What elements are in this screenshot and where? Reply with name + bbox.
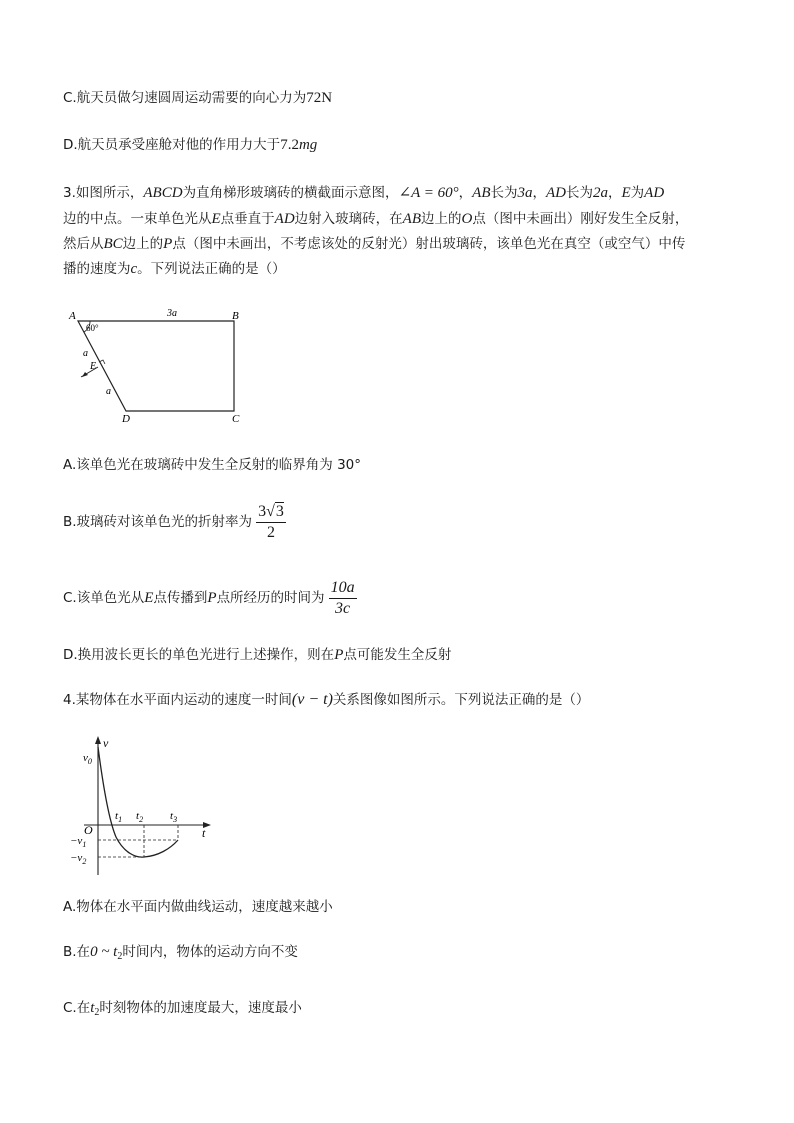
minus-v2-label: $-v_2$ xyxy=(70,852,87,866)
t2-label: $t_2$ xyxy=(136,810,144,824)
q3-option-c xyxy=(63,576,357,620)
q3-stem-line-1 xyxy=(63,183,664,203)
q2-option-d-value: 7.2 xyxy=(280,137,299,153)
q3-option-a xyxy=(63,455,361,475)
q3-text: 播的速度为 xyxy=(63,261,131,277)
q3-text: 点（图中未画出，不考虑该处的反射光）射出玻璃砖，该单色光在真空（或空气）中传 xyxy=(172,236,686,252)
q3-option-a-text: A.该单色光在玻璃砖中发生全反射的临界角为 30° xyxy=(63,457,362,473)
q3-math: ∠A = 60° xyxy=(398,185,459,201)
q2-option-c xyxy=(63,88,332,108)
q4-option-c-prefix: C.在 xyxy=(63,1000,91,1016)
t3-label: $t_3$ xyxy=(170,810,178,824)
q3-option-b-text: B.玻璃砖对该单色光的折射率为 xyxy=(63,514,253,530)
q4-vt-graph xyxy=(66,733,216,881)
ae-length-label: a xyxy=(83,348,88,359)
v-axis-label: v xyxy=(103,736,109,750)
ab-length-label: 3a xyxy=(167,308,177,319)
q3-math: AB xyxy=(402,211,421,227)
q2-option-d xyxy=(63,135,317,155)
q3-option-d-suffix: 点可能发生全反射 xyxy=(343,647,452,663)
ray-arrowhead xyxy=(82,372,88,377)
q3-math: AB xyxy=(472,185,491,201)
q3-text: ， xyxy=(607,185,622,201)
q3-math: c xyxy=(130,261,138,277)
q3-math: AD xyxy=(545,185,566,201)
point-e-label: E xyxy=(90,361,97,372)
q3-math: O xyxy=(461,211,473,227)
q3-math: E xyxy=(621,185,631,201)
q3-text: 。下列说法正确的是（） xyxy=(137,261,286,277)
q3-math: BC xyxy=(103,236,123,252)
q3-math: 2a xyxy=(592,185,608,201)
q3-math: P xyxy=(163,236,173,252)
q3-stem-line-4 xyxy=(63,259,286,279)
q3-option-c-mid: 点传播到 xyxy=(153,590,208,606)
q4-option-c-suffix: 时刻物体的加速度最大，速度最小 xyxy=(99,1000,302,1016)
q3-text: 为 xyxy=(630,185,645,201)
velocity-curve xyxy=(98,747,178,857)
q4-option-b xyxy=(63,942,298,967)
q3-text: 边上的 xyxy=(122,236,164,252)
q3-option-b xyxy=(63,500,286,544)
q2-option-d-text: D.航天员承受座舱对他的作用力大于 xyxy=(63,137,281,153)
q3-stem-line-3 xyxy=(63,234,685,254)
origin-label: O xyxy=(84,823,93,837)
q4-option-b-prefix: B.在 xyxy=(63,944,91,960)
q3-option-c-suffix: 点所经历的时间为 xyxy=(216,590,325,606)
vertex-c-label: C xyxy=(232,413,240,425)
v-axis-arrow xyxy=(95,736,101,744)
vertex-b-label: B xyxy=(232,310,239,322)
q4-option-c-t-sub: 2 xyxy=(94,1007,100,1018)
q4-option-a-text: A.物体在水平面内做曲线运动，速度越来越小 xyxy=(63,899,333,915)
q3-text: 边的中点。一束单色光从 xyxy=(63,211,212,227)
q3-math: AD xyxy=(644,185,665,201)
q3-trapezoid-figure xyxy=(64,305,254,430)
trapezoid-outline xyxy=(78,321,234,411)
q3-option-d-prefix: D.换用波长更长的单色光进行上述操作，则在 xyxy=(63,647,335,663)
q3-math: AD xyxy=(274,211,295,227)
q4-option-b-range: 0 ~ t xyxy=(90,944,118,960)
ed-length-label: a xyxy=(106,386,111,397)
q3-text: 长为 xyxy=(490,185,518,201)
vertex-d-label: D xyxy=(122,413,130,425)
q3-option-c-prefix: C.该单色光从 xyxy=(63,590,145,606)
q3-math: ABCD xyxy=(143,185,183,201)
q3-text: 3.如图所示， xyxy=(63,185,144,201)
q4-option-c-t: t xyxy=(90,1000,95,1016)
frac-den: 3c xyxy=(335,599,351,617)
q3-math: P xyxy=(207,590,217,606)
q3-text: 长为 xyxy=(565,185,593,201)
q3-option-d xyxy=(63,645,451,665)
fraction-3sqrt3-over-2: $\frac{3√3}{2}$ xyxy=(258,502,284,541)
q3-math: E xyxy=(211,211,221,227)
frac-den: 2 xyxy=(266,523,275,541)
q3-text: 边射入玻璃砖，在 xyxy=(294,211,403,227)
q3-math: P xyxy=(334,647,344,663)
t1-label: $t_1$ xyxy=(115,810,123,824)
q4-option-b-range-sub: 2 xyxy=(117,951,123,962)
q3-math: 3a xyxy=(517,185,533,201)
q2-option-c-text: C.航天员做匀速圆周运动需要的向心力为 xyxy=(63,90,307,106)
t-axis-label: t xyxy=(202,826,206,840)
q2-option-c-value: 72N xyxy=(306,90,333,106)
q4-stem-a: 4.某物体在水平面内运动的速度一时间 xyxy=(63,692,292,708)
q4-option-c xyxy=(63,998,302,1023)
q4-option-b-suffix: 时间内，物体的运动方向不变 xyxy=(122,944,298,960)
v0-label: $v_0$ xyxy=(83,752,92,766)
frac-num-coef: 3 xyxy=(258,502,267,520)
q4-stem-b: 关系图像如图所示。下列说法正确的是（） xyxy=(332,692,590,708)
q3-text: ， xyxy=(458,185,473,201)
vertex-a-label: A xyxy=(69,310,76,322)
angle-60-label: 60° xyxy=(86,323,99,333)
frac-num: 10a xyxy=(330,578,355,596)
frac-num-root: 3 xyxy=(275,502,284,520)
q3-stem-line-2 xyxy=(63,209,688,229)
q3-text: 为直角梯形玻璃砖的横截面示意图， xyxy=(182,185,399,201)
q4-stem xyxy=(63,690,589,710)
q3-text: 然后从 xyxy=(63,236,104,252)
q3-math: E xyxy=(144,590,154,606)
q3-text: 点垂直于 xyxy=(220,211,275,227)
q4-option-a xyxy=(63,897,333,917)
fraction-10a-over-3c xyxy=(329,578,357,619)
q2-option-d-unit: mg xyxy=(298,137,318,153)
q3-text: 点（图中未画出）刚好发生全反射， xyxy=(472,211,689,227)
q3-text: ， xyxy=(532,185,546,201)
q4-stem-vt: (v − t) xyxy=(291,691,333,708)
minus-v1-label: $-v_1$ xyxy=(70,835,87,849)
q3-text: 边上的 xyxy=(421,211,462,227)
